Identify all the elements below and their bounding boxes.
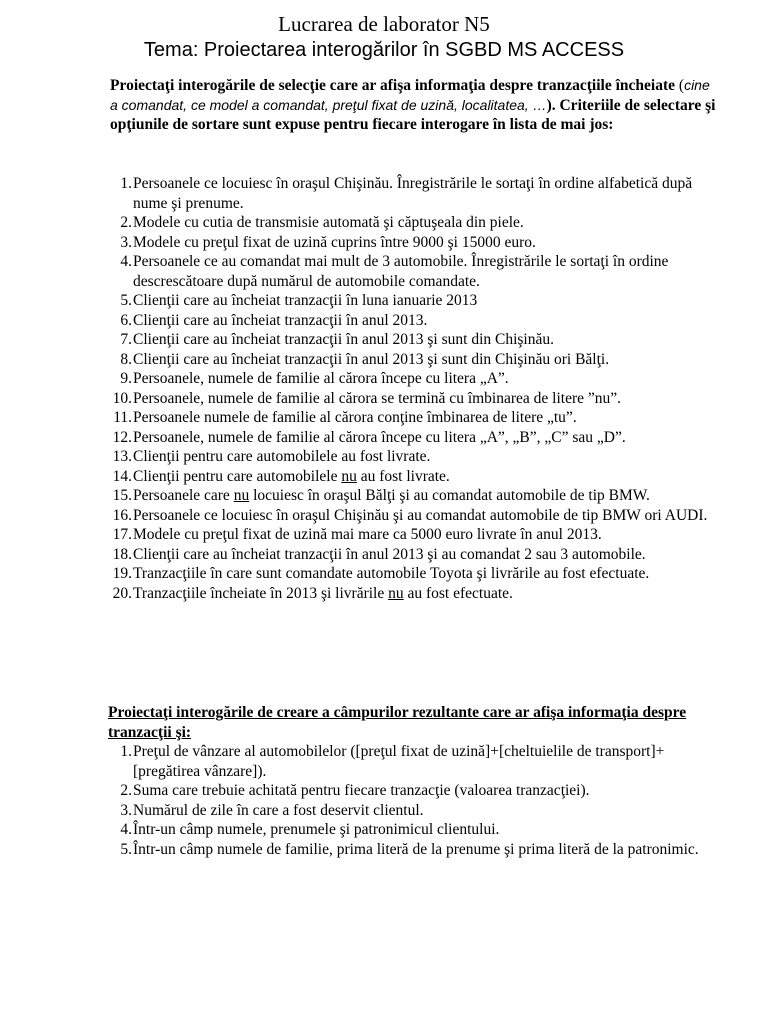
- item-text: Persoanele ce locuiesc în oraşul Chişinău. Înregistrările le sortaţi în ordine alfabetică după nume şi prenume.: [133, 175, 693, 212]
- title-block: [0, 12, 768, 63]
- item-number: 8.: [120, 350, 132, 368]
- item-text: Clienţii pentru care automobilele au fost livrate.: [133, 448, 431, 465]
- item-text: Persoanele, numele de familie al cărora începe cu litera „A”, „B”, „C” sau „D”.: [133, 428, 626, 446]
- item-number: 10.: [112, 389, 132, 407]
- item-text: Persoanele ce au comandat mai mult de 3 automobile. Înregistrările le sortaţi în ordine descrescătoare după numărul de automobile comandate.: [133, 253, 669, 290]
- item-text: Persoanele numele de familie al cărora conţine îmbinarea de litere „tu”.: [133, 409, 577, 426]
- list-item: [108, 467, 718, 487]
- list-item: [108, 428, 718, 448]
- item-text-underlined: nu: [233, 487, 250, 504]
- list-item: [108, 350, 718, 370]
- item-number: 3.: [120, 233, 132, 251]
- item-number: 13.: [112, 448, 132, 465]
- intro-paren-open: (: [675, 77, 685, 94]
- list-item: [108, 330, 718, 350]
- item-number: 2.: [120, 782, 132, 799]
- item-text: Modele cu cutia de transmisie automată şi căptuşeala din piele.: [133, 214, 524, 231]
- list-item: [108, 291, 718, 311]
- item-number: 12.: [112, 428, 132, 446]
- list-item: [108, 213, 718, 233]
- item-number: 15.: [112, 487, 132, 504]
- item-text-underlined: nu: [341, 467, 357, 485]
- item-text: Într-un câmp numele, prenumele şi patronimicul clientului.: [133, 821, 500, 838]
- list-item: [108, 506, 718, 526]
- item-text: Numărul de zile în care a fost deservit clientul.: [133, 801, 424, 819]
- item-text-pre: Persoanele care: [133, 487, 234, 504]
- item-number: 2.: [120, 214, 132, 231]
- intro-bold-end: ). Criteriile de selectare şi opţiunile de sortare sunt expuse pentru fiecare interogare în lista de mai jos:: [110, 96, 716, 133]
- list-item: [108, 408, 718, 428]
- item-text-underlined: nu: [388, 584, 404, 602]
- item-number: 14.: [112, 467, 132, 485]
- section2-heading: Proiectaţi interogările de creare a câmpurilor rezultante care ar afişa informaţia despre tranzacţii şi:: [108, 704, 687, 741]
- item-text: Clienţii care au încheiat tranzacţii în luna ianuarie 2013: [133, 292, 478, 309]
- item-number: 16.: [112, 506, 132, 524]
- item-number: 3.: [120, 801, 132, 819]
- item-text: Suma care trebuie achitată pentru fiecare tranzacţie (valoarea tranzacţiei).: [133, 782, 590, 799]
- list-item: [108, 233, 718, 253]
- item-text: Într-un câmp numele de familie, prima literă de la prenume şi prima literă de la patronimic.: [133, 840, 699, 858]
- item-number: 19.: [112, 565, 132, 582]
- item-number: 4.: [120, 821, 132, 838]
- intro-italic: cine a comandat, ce model a comandat, preţul fixat de uzină, localitatea, …: [110, 77, 710, 113]
- list-item: [108, 447, 718, 467]
- item-number: 5.: [120, 840, 132, 858]
- item-text: Preţul de vânzare al automobilelor ([preţul fixat de uzină]+[cheltuielile de transport]+[pregătirea vânzare]).: [133, 743, 665, 780]
- list-item: [108, 820, 718, 840]
- item-number: 4.: [120, 253, 132, 270]
- item-number: 9.: [120, 370, 132, 387]
- item-text: Modele cu preţul fixat de uzină mai mare ca 5000 euro livrate în anul 2013.: [133, 526, 602, 543]
- list-item: [108, 311, 718, 331]
- item-text: Clienţii care au încheiat tranzacţii în anul 2013 şi sunt din Chişinău.: [133, 331, 554, 348]
- item-text-post: au fost efectuate.: [403, 584, 513, 602]
- list-item: [108, 486, 718, 506]
- intro-paragraph: [110, 76, 720, 135]
- item-number: 18.: [112, 545, 132, 563]
- intro-bold-start: Proiectaţi interogările de selecţie care ar afişa informaţia despre tranzacţiile încheiate: [110, 77, 676, 94]
- list-item: [108, 584, 718, 604]
- selection-query-list: [108, 174, 718, 603]
- item-text: Clienţii care au încheiat tranzacţii în anul 2013 şi sunt din Chişinău ori Bălţi.: [133, 350, 610, 368]
- item-text-pre: Tranzacţiile încheiate în 2013 şi livrările: [133, 584, 389, 602]
- list-item: [108, 389, 718, 409]
- item-text-post: au fost livrate.: [356, 467, 450, 485]
- item-text: Modele cu preţul fixat de uzină cuprins între 9000 şi 15000 euro.: [133, 233, 536, 251]
- list-item: [108, 564, 718, 584]
- item-number: 7.: [120, 331, 132, 348]
- list-item: [108, 369, 718, 389]
- item-text: Persoanele ce locuiesc în oraşul Chişinău şi au comandat automobile de tip BMW ori AUDI.: [133, 506, 708, 524]
- item-number: 1.: [120, 175, 132, 192]
- item-number: 1.: [120, 743, 132, 760]
- list-item: [108, 742, 718, 781]
- document-title: Lucrarea de laborator N5: [278, 12, 490, 36]
- list-item: [108, 525, 718, 545]
- item-text: Tranzacţiile în care sunt comandate automobile Toyota şi livrările au fost efectuate.: [133, 565, 650, 582]
- item-number: 5.: [120, 292, 132, 309]
- item-text: Persoanele, numele de familie al cărora începe cu litera „A”.: [133, 370, 509, 387]
- item-text: Persoanele, numele de familie al cărora se termină cu îmbinarea de litere ”nu”.: [133, 389, 622, 407]
- item-text: Clienţii care au încheiat tranzacţii în anul 2013 şi au comandat 2 sau 3 automobile.: [133, 545, 646, 563]
- list-item: [108, 781, 718, 801]
- item-number: 17.: [112, 526, 132, 543]
- item-text-pre: Clienţii pentru care automobilele: [133, 467, 342, 485]
- list-item: [108, 545, 718, 565]
- item-number: 20.: [112, 584, 132, 602]
- list-item: [108, 174, 718, 213]
- item-number: 11.: [113, 409, 132, 426]
- item-text: Clienţii care au încheiat tranzacţii în anul 2013.: [133, 311, 428, 329]
- list-item: [108, 840, 718, 860]
- item-text-post: locuiesc în oraşul Bălţi şi au comandat automobile de tip BMW.: [249, 487, 650, 504]
- list-item: [108, 252, 718, 291]
- calculated-field-list: [108, 742, 718, 859]
- item-number: 6.: [120, 311, 132, 329]
- list-item: [108, 801, 718, 821]
- document-subtitle: Tema: Proiectarea interogărilor în SGBD MS ACCESS: [143, 39, 625, 61]
